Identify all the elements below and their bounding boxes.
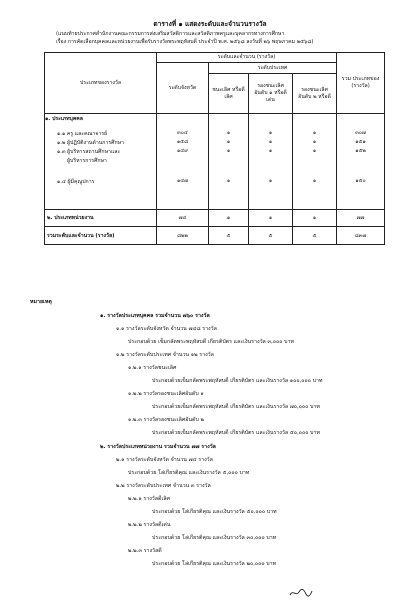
note-line: ประกอบด้วย เข็มกลัดพระพฤหัสบดี เกียรติบัตร และเงินรางวัล ๓,๐๐๐ บาท (128, 339, 294, 345)
sum-label: รวมระดับและจำนวน (รางวัล) (45, 227, 157, 245)
note-line: ๑.๒.๒ รางวัลรองชนะเลิศอันดับ ๑ (128, 391, 204, 397)
cell-winner: ๑ (226, 148, 231, 154)
note-line: ประกอบด้วย โล่เกียรติคุณ และเงินรางวัล ๕,๐๐๐ บาท (128, 470, 250, 476)
cell-province: ๘๒๒ (157, 227, 209, 245)
group-organization-label: ๒. ประเภทหน่วยงาน (45, 210, 157, 227)
row-organization (45, 210, 385, 227)
province-column (157, 114, 209, 210)
cell-province: ๑๔๗ (176, 178, 189, 184)
notes-heading: หมายเหตุ (30, 299, 52, 305)
header-total: รวม ประเภทของ (รางวัล) (337, 53, 385, 114)
cell-winner: ๑ (226, 178, 231, 184)
row-label-1-2: ๑.๒ ผู้ปฏิบัติงานด้านการศึกษา (57, 139, 124, 146)
cell-runner-up-2: ๑ (312, 178, 317, 184)
cell-winner: ๕ (209, 227, 249, 245)
cell-runner-up-1: ๑ (268, 148, 273, 154)
note-line: ๑.๒.๓ รางวัลรองชนะเลิศอันดับ ๒ (128, 417, 205, 423)
winner-column (209, 114, 249, 210)
note-line: ๑.๑ รางวัลระดับจังหวัด จำนวน ๗๔๘ รางวัล (116, 326, 217, 332)
cell-total: ๑๕๐ (355, 178, 366, 184)
total-column (337, 114, 385, 210)
row-label-1-1: ๑.๑ ครู และคณาจารย์ (57, 130, 108, 137)
note-line: ๒.๒.๒ รางวัลดีเด่น (128, 522, 171, 528)
note-line: ประกอบด้วยเข็มกลัดพระพฤหัสบดี เกียรติบัตร และเงินรางวัล ๗๐,๐๐๐ บาท (152, 404, 320, 410)
handwritten-initial-icon (288, 588, 314, 598)
header-province: ระดับจังหวัด (157, 63, 209, 114)
document-subtitle-line-1: (แนบท้ายประกาศสำนักงานคณะกรรมการส่งเสริมสวัสดิการและสวัสดิภาพครูและบุคลากรทางการศึกษา (56, 31, 285, 37)
note-line: ๒.๑ รางวัลระดับจังหวัด จำนวน ๗๔ รางวัล (116, 457, 213, 463)
note-line: ๒. รางวัลประเภทหน่วยงาน รวมจำนวน ๗๗ รางวัล (100, 444, 216, 450)
header-runner-up-1: รองชนะเลิศ อันดับ ๑ หรือดีเด่น (249, 74, 293, 114)
runner2-column (293, 114, 337, 210)
cell-runner-up-1: ๑ (268, 178, 273, 184)
cell-total: ๑๕๒ (355, 148, 366, 154)
cell-runner-up-2: ๑ (312, 148, 317, 154)
document-subtitle-line-2: เรื่อง การคัดเลือกบุคคลและหน่วยงานเพื่อรับรางวัลพระพฤหัสบดี ประจำปี พ.ศ. ๒๕๖๘ ลงวันที่ ๒๖ พฤษภาคม ๒๕๖๘) (56, 39, 314, 45)
cell-runner-up-2: ๕ (293, 227, 337, 245)
document-title: ตารางที่ ๑ แสดงระดับและจำนวนรางวัล (153, 20, 267, 28)
note-line: ประกอบด้วย โล่เกียรติคุณ และเงินรางวัล ๓๐,๐๐๐ บาท (152, 535, 277, 541)
cell-runner-up-1: ๑ (249, 210, 293, 227)
group-individual-label: ๑. ประเภทบุคคล (45, 115, 83, 122)
cell-province: ๓๐๔ (177, 130, 188, 136)
cell-winner: ๑ (226, 130, 231, 136)
header-winner: ชนะเลิศ หรือดีเลิศ (209, 74, 249, 114)
note-line: ๑.๒ รางวัลระดับประเทศ จำนวน ๑๒ รางวัล (116, 352, 214, 358)
note-line: ๑.๒.๑ รางวัลชนะเลิศ (128, 365, 177, 371)
note-line: ๒.๒ รางวัลระดับประเทศ จำนวน ๓ รางวัล (116, 483, 211, 489)
cell-total: ๗๗ (337, 210, 385, 227)
runner1-column (249, 114, 293, 210)
cell-total: ๘๓๗ (337, 227, 385, 245)
header-level-count: ระดับและจำนวน (รางวัล) (157, 53, 337, 63)
cell-runner-up-2: ๑ (293, 210, 337, 227)
cell-total: ๑๕๑ (355, 139, 366, 145)
header-award-type: ประเภทของรางวัล (45, 53, 157, 114)
row-sum (45, 227, 385, 245)
header-runner-up-2: รองชนะเลิศ อันดับ ๒ หรือดี (293, 74, 337, 114)
row-label-1-3: ๑.๓ ผู้บริหารสถานศึกษาและ (57, 148, 121, 155)
cell-province: ๑๔๙ (176, 148, 189, 154)
row-label-1-4: ๑.๔ ผู้มีคุณูปการ (57, 178, 95, 185)
cell-winner: ๑ (209, 210, 249, 227)
award-table (44, 52, 385, 245)
cell-runner-up-2: ๑ (312, 130, 317, 136)
cell-runner-up-1: ๑ (268, 139, 273, 145)
note-line: ประกอบด้วย โล่เกียรติคุณ และเงินรางวัล ๒๐,๐๐๐ บาท (152, 561, 277, 567)
individual-category-cell (45, 114, 157, 210)
cell-winner: ๑ (226, 139, 231, 145)
cell-runner-up-2: ๑ (312, 139, 317, 145)
note-line: ๒.๒.๓ รางวัลดี (128, 548, 162, 554)
row-label-1-3-cont: ผู้บริหารการศึกษา (67, 157, 107, 164)
cell-runner-up-1: ๕ (249, 227, 293, 245)
cell-province: ๑๕๘ (176, 139, 189, 145)
note-line: ประกอบด้วยเข็มกลัดพระพฤหัสบดี เกียรติบัตร และเงินรางวัล ๕๐,๐๐๐ บาท (152, 430, 320, 436)
note-line: ประกอบด้วย โล่เกียรติคุณ และเงินรางวัล ๕๐,๐๐๐ บาท (152, 509, 277, 515)
cell-total: ๓๐๗ (355, 130, 366, 136)
note-line: ประกอบด้วยเข็มกลัดพระพฤหัสบดี เกียรติบัตร และเงินรางวัล ๑๐๐,๐๐๐ บาท (152, 378, 323, 384)
note-line: ๑. รางวัลประเภทบุคคล รวมจำนวน ๗๖๐ รางวัล (100, 313, 210, 319)
header-national: ระดับประเทศ (209, 63, 337, 74)
cell-runner-up-1: ๑ (268, 130, 273, 136)
cell-province: ๗๔ (157, 210, 209, 227)
note-line: ๒.๒.๑ รางวัลดีเลิศ (128, 496, 170, 502)
